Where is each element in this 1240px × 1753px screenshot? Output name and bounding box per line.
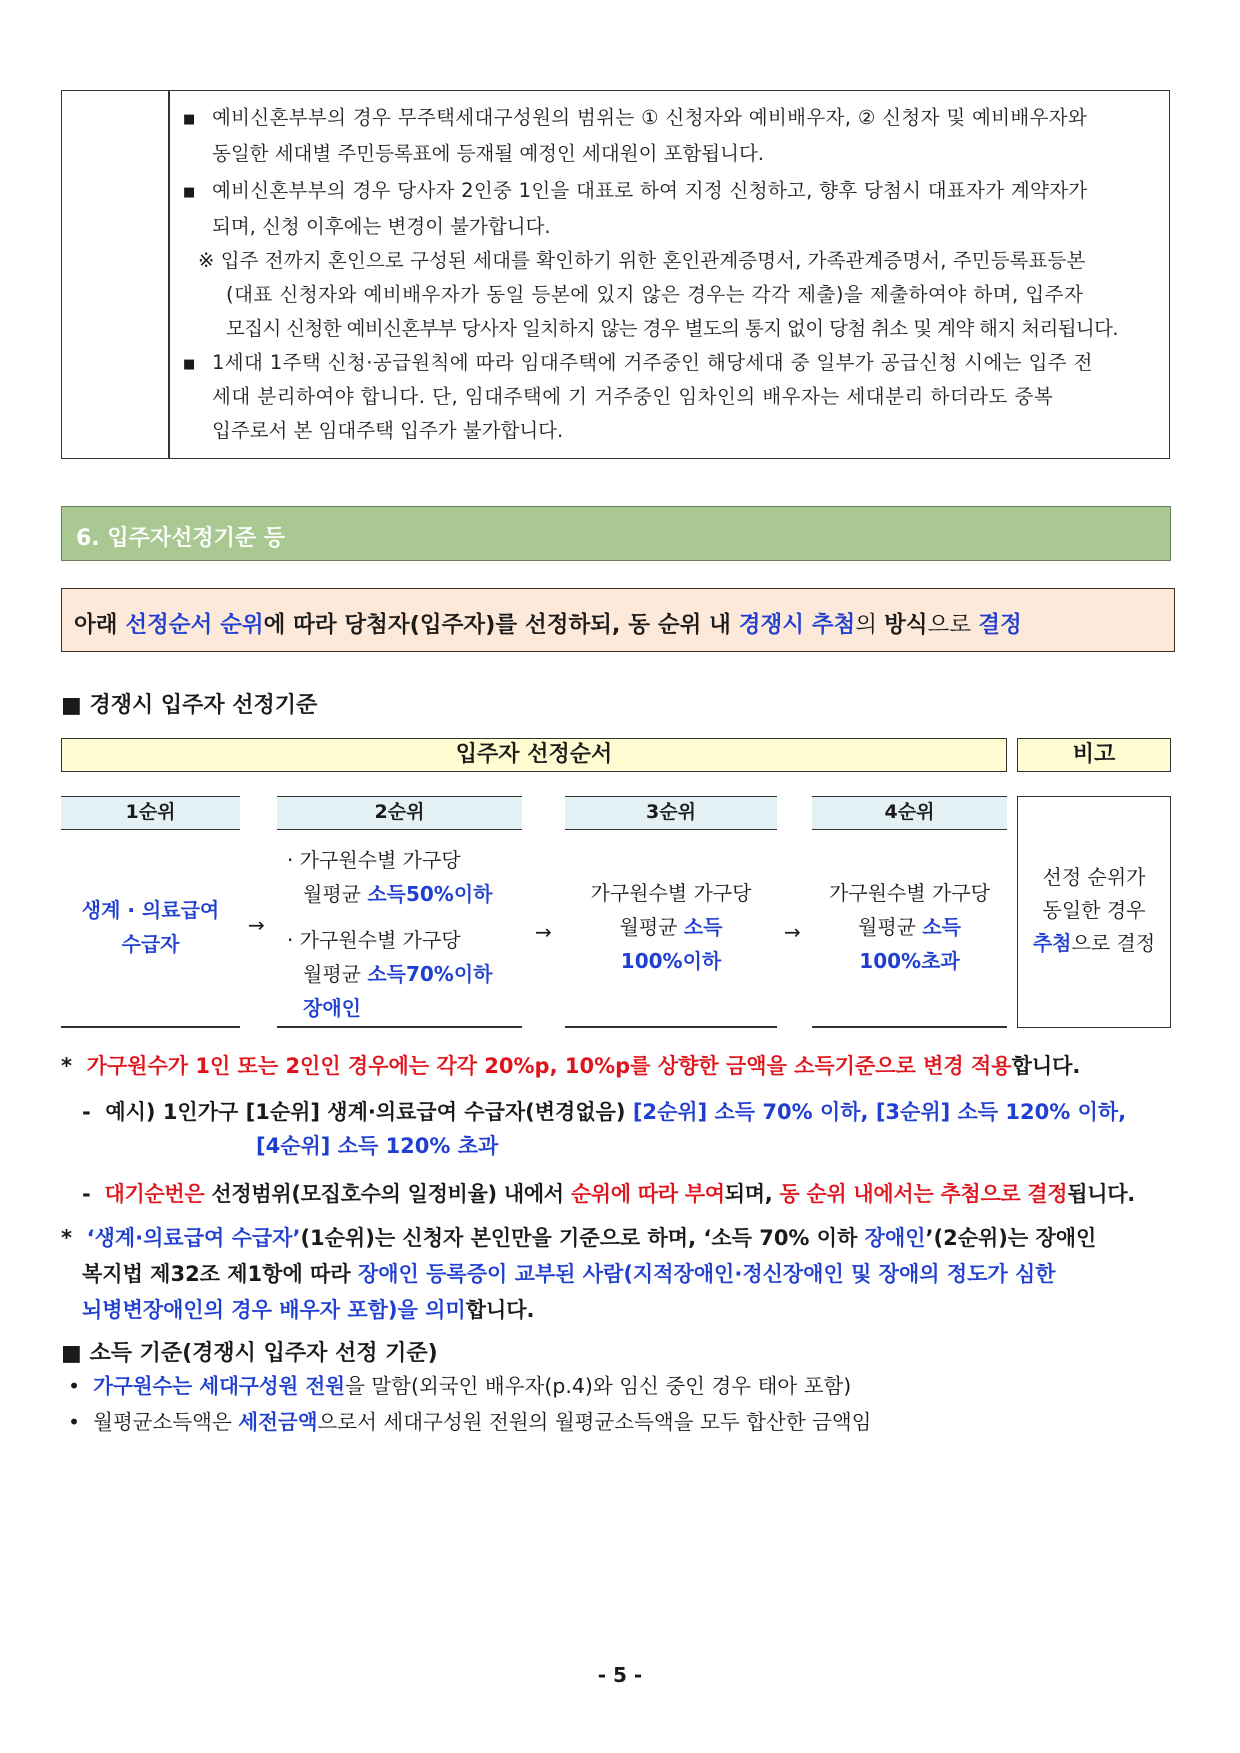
rank1-header: 1순위 <box>61 796 240 830</box>
order-title-bar: 입주자 선정순서 <box>61 738 1007 772</box>
example-line2: [4순위] 소득 120% 초과 <box>256 1134 499 1158</box>
rank4-bottom-line <box>812 1026 1007 1028</box>
bullet-square: ■ <box>183 357 196 372</box>
footnote-rank-definition-line1: * ‘생계·의료급여 수급자’(1순위)는 신청자 본인만을 기준으로 하며, ‘소득 70% 이하 장애인’(2순위)는 장애인 <box>61 1226 1097 1250</box>
rank3-content: 가구원수별 가구당 월평균 소득 100%이하 <box>590 881 752 973</box>
section-header <box>61 506 1171 561</box>
remarks-box: 선정 순위가 동일한 경우 추첨으로 결정 <box>1017 796 1171 1028</box>
waitlist-note: - 대기순번은 선정범위(모집호수의 일정비율) 내에서 순위에 따라 부여되며, 동 순위 내에서는 추첨으로 결정됩니다. <box>82 1182 1135 1206</box>
notice-text: 아래 선정순서 순위에 따라 당첨자(입주자)를 선정하되, 동 순위 내 경쟁시 추첨의 방식으로 결정 <box>74 612 1022 638</box>
income-bullet2: • 월평균소득액은 세전금액으로서 세대구성원 전원의 월평균소득액을 모두 합산한 금액임 <box>68 1410 872 1434</box>
bullet2-line1: 예비신혼부부의 경우 당사자 2인중 1인을 대표로 하여 지정 신청하고, 향후 당첨시 대표자가 계약자가 <box>212 179 1088 202</box>
rank2-content: · 가구원수별 가구당 월평균 소득50%이하 · 가구원수별 가구당 월평균 소득70%이하 장애인 <box>287 848 493 1020</box>
rank1-bottom-line <box>61 1026 240 1028</box>
rank2-header: 2순위 <box>277 796 522 830</box>
arrow-right-icon: → <box>535 920 552 944</box>
rank1-content: 생계 · 의료급여 수급자 <box>81 898 220 956</box>
page-number: - 5 - <box>597 1663 643 1687</box>
example-line1: - 예시) 1인가구 [1순위] 생계·의료급여 수급자(변경없음) [2순위] 소득 70% 이하, [3순위] 소득 120% 이하, <box>82 1100 1127 1124</box>
footnote-rank-definition-line3: 뇌병변장애인의 경우 배우자 포함)을 의미합니다. <box>82 1298 535 1322</box>
bullet-square: ■ <box>183 185 196 200</box>
bullet2-line2: 되며, 신청 이후에는 변경이 불가합니다. <box>212 215 551 238</box>
rank3-bottom-line <box>565 1026 777 1028</box>
rank3-header: 3순위 <box>565 796 777 830</box>
section-title: 6. 입주자선정기준 등 <box>76 526 285 551</box>
bullet3-line3: 입주로서 본 임대주택 입주가 불가합니다. <box>212 419 564 442</box>
income-bullet1: • 가구원수는 세대구성원 전원을 말함(외국인 배우자(p.4)와 임신 중인 경우 태아 포함) <box>68 1374 852 1398</box>
box-divider <box>168 91 170 458</box>
bullet1-line2: 동일한 세대별 주민등록표에 등재될 예정인 세대원이 포함됩니다. <box>212 142 764 165</box>
rank2-bottom-line <box>277 1026 522 1028</box>
rank4-content: 가구원수별 가구당 월평균 소득 100%초과 <box>829 881 990 973</box>
remarks-title-bar: 비고 <box>1017 738 1171 772</box>
note-line1: ※ 입주 전까지 혼인으로 구성된 세대를 확인하기 위한 혼인관계증명서, 가족관계증명서, 주민등록표등본 <box>198 249 1086 272</box>
criteria-heading: ■ 경쟁시 입주자 선정기준 <box>61 693 318 718</box>
bullet1-line1: 예비신혼부부의 경우 무주택세대구성원의 범위는 ① 신청자와 예비배우자, ② 신청자 및 예비배우자와 <box>212 106 1088 129</box>
bullet3-line2: 세대 분리하여야 합니다. 단, 임대주택에 기 거주중인 임차인의 배우자는 세대분리 하더라도 중복 <box>212 385 1054 408</box>
arrow-right-icon: → <box>248 913 265 937</box>
note-line2: (대표 신청자와 예비배우자가 동일 등본에 있지 않은 경우는 각각 제출)을 제출하여야 하며, 입주자 <box>226 283 1084 306</box>
note-line3: 모집시 신청한 예비신혼부부 당사자 일치하지 않는 경우 별도의 통지 없이 당첨 취소 및 계약 해지 처리됩니다. <box>226 317 1119 340</box>
bullet3-line1: 1세대 1주택 신청·공급원칙에 따라 임대주택에 거주중인 해당세대 중 일부가 공급신청 시에는 입주 전 <box>212 351 1093 374</box>
income-heading: ■ 소득 기준(경쟁시 입주자 선정 기준) <box>61 1341 438 1366</box>
bullet-square: ■ <box>183 112 196 127</box>
arrow-right-icon: → <box>784 920 801 944</box>
footnote-rank-definition-line2: 복지법 제32조 제1항에 따라 장애인 등록증이 교부된 사람(지적장애인·정신장애인 및 장애의 정도가 심한 <box>82 1262 1056 1286</box>
footnote-income-adjust: * 가구원수가 1인 또는 2인인 경우에는 각각 20%p, 10%p를 상향한 금액을 소득기준으로 변경 적용합니다. <box>61 1054 1081 1078</box>
selection-notice-box <box>61 588 1175 652</box>
rank4-header: 4순위 <box>812 796 1007 830</box>
